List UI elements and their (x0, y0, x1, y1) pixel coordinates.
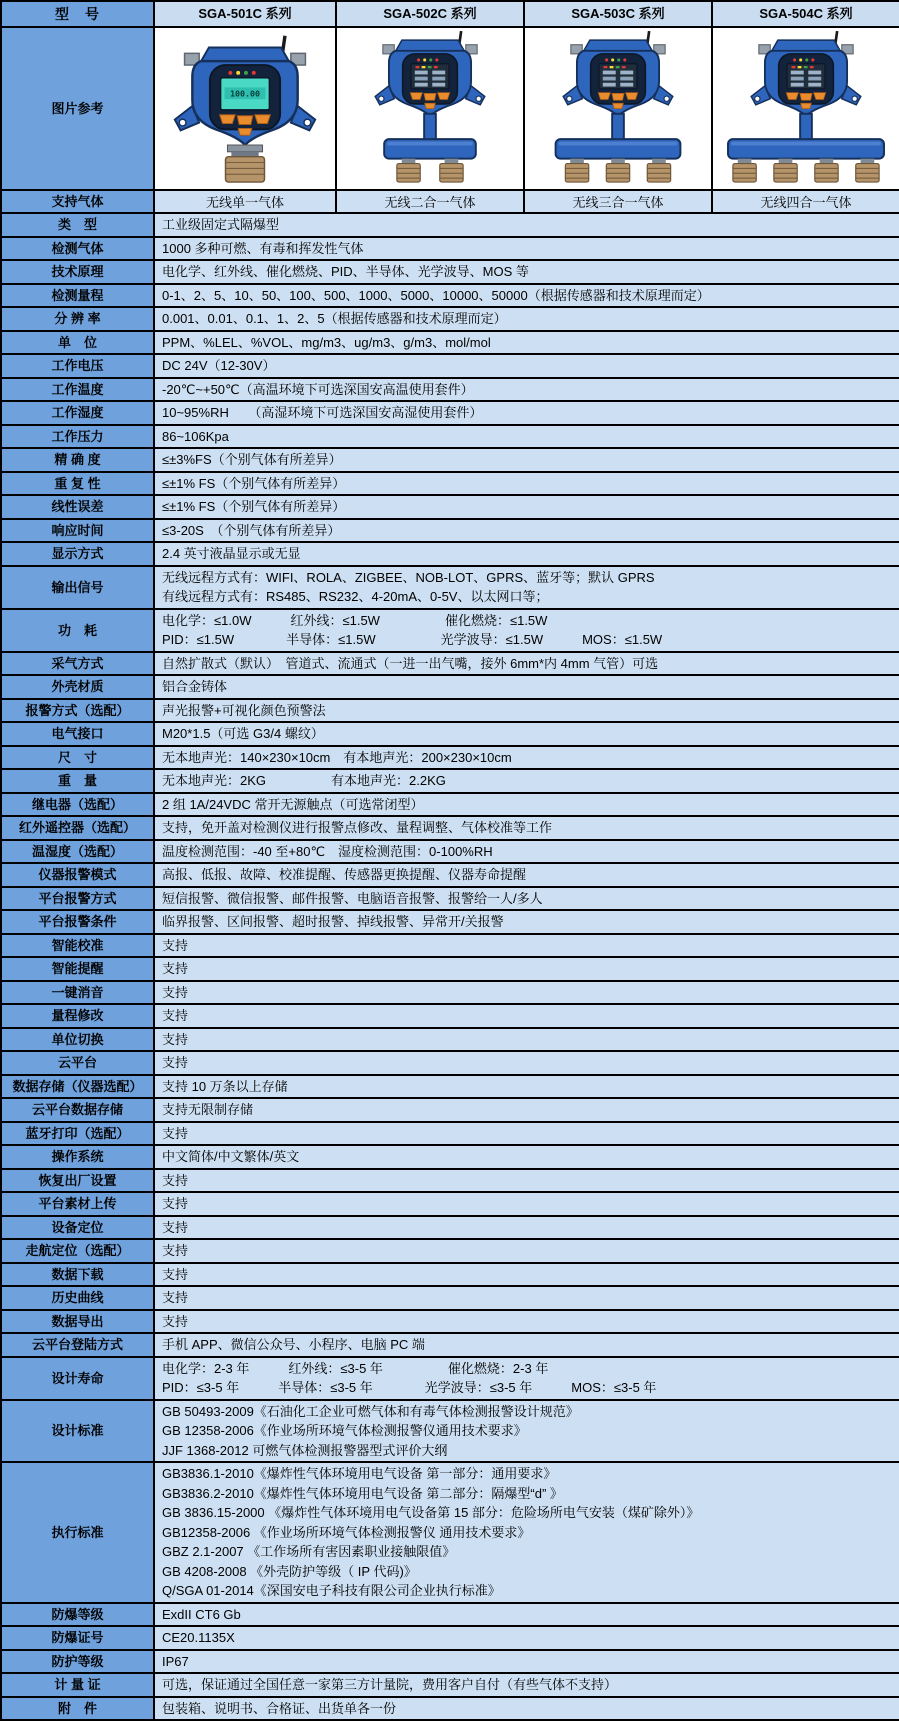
spec-label: 数据导出 (1, 1310, 154, 1334)
spec-row (1, 237, 899, 261)
spec-value-line: PID：≤1.5W 半导体：≤1.5W 光学波导：≤1.5W MOS：≤1.5W (162, 632, 663, 647)
spec-label: 附 件 (1, 1697, 154, 1721)
spec-row (1, 284, 899, 308)
spec-label: 外壳材质 (1, 675, 154, 699)
spec-value-line: 铝合金铸体 (162, 679, 228, 694)
spec-value-line: 支持 10 万条以上存储 (162, 1078, 288, 1094)
spec-value (154, 378, 899, 402)
spec-value (154, 307, 899, 331)
spec-value (154, 793, 899, 817)
spec-label: 技术原理 (1, 260, 154, 284)
spec-value-line: 支持，免开盖对检测仪进行报警点修改、量程调整、气体校准等工作 (162, 820, 553, 835)
spec-row (1, 699, 899, 723)
spec-value (154, 1145, 899, 1169)
spec-value-line: 支持 (162, 1008, 189, 1023)
spec-label: 继电器（选配） (1, 793, 154, 817)
spec-row (1, 722, 899, 746)
spec-label: 操作系统 (1, 1145, 154, 1169)
spec-row (1, 816, 899, 840)
spec-row (1, 609, 899, 652)
spec-row (1, 1098, 899, 1122)
spec-value-line: ≤±1% FS（个别气体有所差异） (162, 475, 346, 491)
spec-label: 红外遥控器（选配） (1, 816, 154, 840)
spec-value-line: 支持 (162, 1055, 189, 1070)
spec-row (1, 331, 899, 355)
spec-value (154, 816, 899, 840)
spec-value-line: 无本地声光：140×230×10cm 有本地声光：200×230×10cm (162, 749, 512, 765)
spec-row (1, 1028, 899, 1052)
spec-row (1, 1310, 899, 1334)
spec-value-line: GB 3836.15-2000 《爆炸性气体环境用电气设备第 15 部分：危险场所电气安装（煤矿除外）》 (162, 1505, 700, 1520)
spec-row (1, 1169, 899, 1193)
spec-value-line: 支持 (162, 937, 189, 953)
spec-value (154, 1357, 899, 1400)
spec-value (154, 863, 899, 887)
spec-row (1, 910, 899, 934)
spec-row (1, 863, 899, 887)
spec-label: 输出信号 (1, 566, 154, 609)
spec-value (154, 1310, 899, 1334)
spec-row (1, 957, 899, 981)
spec-value (154, 1169, 899, 1193)
product-image-sga504c (712, 27, 899, 190)
spec-row (1, 1357, 899, 1400)
spec-row (1, 401, 899, 425)
spec-label: 平台素材上传 (1, 1192, 154, 1216)
product-gas-sga501c: 无线单一气体 (154, 190, 336, 213)
spec-row (1, 1192, 899, 1216)
spec-value-line: -20℃~+50℃（高温环境下可选深国安高温使用套件） (162, 381, 474, 397)
spec-value-line: 短信报警、微信报警、邮件报警、电脑语音报警、报警给一人/多人 (162, 890, 543, 906)
svg-text:100.00: 100.00 (230, 88, 260, 99)
spec-value-line: ≤3-20S （个别气体有所差异） (162, 522, 341, 538)
spec-value-line: 电化学：2-3 年 红外线：≤3-5 年 催化燃烧：2-3 年 (162, 1360, 549, 1376)
spec-value (154, 769, 899, 793)
spec-value-line: 临界报警、区间报警、超时报警、掉线报警、异常开/关报警 (162, 914, 504, 929)
spec-value (154, 1603, 899, 1627)
gas-row (1, 190, 899, 213)
spec-value (154, 1098, 899, 1122)
spec-value-line: 支持 (162, 1313, 189, 1329)
spec-value (154, 1239, 899, 1263)
spec-value-line: 支持 (162, 1290, 189, 1305)
spec-value (154, 1263, 899, 1287)
spec-value (154, 1333, 899, 1357)
spec-value (154, 566, 899, 609)
spec-value-line: ≤±1% FS（个别气体有所差异） (162, 499, 346, 514)
spec-label: 检测量程 (1, 284, 154, 308)
spec-value-line: 支持 (162, 1219, 189, 1235)
spec-value-line: PID：≤3-5 年 半导体：≤3-5 年 光学波导：≤3-5 年 MOS：≤3-5 年 (162, 1380, 657, 1395)
spec-row (1, 378, 899, 402)
spec-row (1, 769, 899, 793)
spec-value-line: 支持 (162, 984, 189, 1000)
spec-value-line: 可选，保证通过全国任意一家第三方计量院，费用客户自付（有些气体不支持） (162, 1677, 618, 1692)
spec-label: 电气接口 (1, 722, 154, 746)
spec-value (154, 401, 899, 425)
spec-value-line: GB 50493-2009《石油化工企业可燃气体和有毒气体检测报警设计规范》 (162, 1403, 579, 1419)
spec-row (1, 1697, 899, 1721)
spec-row (1, 746, 899, 770)
spec-value-line: 1000 多种可燃、有毒和挥发性气体 (162, 240, 364, 256)
spec-value (154, 1051, 899, 1075)
spec-value-line: 电化学、红外线、催化燃烧、PID、半导体、光学波导、MOS 等 (162, 264, 529, 279)
spec-label: 报警方式（选配） (1, 699, 154, 723)
spec-value (154, 1400, 899, 1463)
spec-row (1, 652, 899, 676)
spec-value (154, 448, 899, 472)
spec-row (1, 1122, 899, 1146)
spec-label: 检测气体 (1, 237, 154, 261)
spec-value-line: 手机 APP、微信公众号、小程序、电脑 PC 端 (162, 1337, 425, 1352)
spec-row (1, 1333, 899, 1357)
spec-value-line: Q/SGA 01-2014《深国安电子科技有限公司企业执行标准》 (162, 1583, 501, 1598)
spec-row (1, 519, 899, 543)
spec-label: 云平台数据存储 (1, 1098, 154, 1122)
spec-row (1, 1004, 899, 1028)
spec-value-line: 2 组 1A/24VDC 常开无源触点（可选常闭型） (162, 796, 424, 812)
spec-row (1, 472, 899, 496)
spec-label: 精 确 度 (1, 448, 154, 472)
spec-value (154, 652, 899, 676)
spec-value (154, 675, 899, 699)
spec-label: 防爆等级 (1, 1603, 154, 1627)
spec-value-line: 支持 (162, 1172, 189, 1188)
spec-value-line: GB 4208-2008 《外壳防护等级（ IP 代码)》 (162, 1563, 417, 1579)
spec-label: 分 辨 率 (1, 307, 154, 331)
model-header-label: 型 号 (1, 1, 154, 27)
spec-label: 历史曲线 (1, 1286, 154, 1310)
spec-label: 云平台 (1, 1051, 154, 1075)
spec-value (154, 284, 899, 308)
spec-row (1, 1075, 899, 1099)
spec-value-line: 10~95%RH （高湿环境下可选深国安高湿使用套件） (162, 405, 483, 420)
spec-row (1, 887, 899, 911)
spec-value-line: 支持 (162, 1125, 189, 1141)
spec-value-line: GB12358-2006 《作业场所环境气体检测报警仪 通用技术要求》 (162, 1524, 531, 1540)
spec-label: 一键消音 (1, 981, 154, 1005)
spec-label: 恢复出厂设置 (1, 1169, 154, 1193)
spec-value (154, 981, 899, 1005)
product-series-sga501c: SGA-501C 系列 (154, 1, 336, 27)
spec-label: 蓝牙打印（选配） (1, 1122, 154, 1146)
product-gas-sga504c: 无线四合一气体 (712, 190, 899, 213)
spec-label: 执行标准 (1, 1462, 154, 1603)
spec-value-line: 支持 (162, 961, 189, 976)
spec-value-line: 2.4 英寸液晶显示或无显 (162, 546, 301, 561)
spec-value-line: 高报、低报、故障、校准提醒、传感器更换提醒、仪器寿命提醒 (162, 867, 527, 882)
spec-row (1, 1145, 899, 1169)
spec-row (1, 675, 899, 699)
spec-value (154, 1028, 899, 1052)
spec-label: 设备定位 (1, 1216, 154, 1240)
spec-value-line: 自然扩散式（默认） 管道式、流通式（一进一出气嘴，接外 6mm*内 4mm 气管）可选 (162, 655, 659, 671)
spec-value (154, 213, 899, 237)
spec-label: 工作湿度 (1, 401, 154, 425)
spec-row (1, 1263, 899, 1287)
spec-label: 数据下载 (1, 1263, 154, 1287)
spec-value-line: 支持 (162, 1196, 189, 1211)
image-row (1, 27, 899, 190)
spec-value-line: 电化学：≤1.0W 红外线：≤1.5W 催化燃烧：≤1.5W (162, 612, 548, 628)
spec-label: 智能提醒 (1, 957, 154, 981)
spec-value (154, 260, 899, 284)
spec-value (154, 354, 899, 378)
spec-value (154, 1216, 899, 1240)
spec-value-line: IP67 (162, 1653, 189, 1669)
spec-row (1, 213, 899, 237)
spec-row (1, 495, 899, 519)
spec-value-line: 有线远程方式有：RS485、RS232、4-20mA、0-5V、以太网口等； (162, 589, 549, 604)
spec-value-line: ExdII CT6 Gb (162, 1606, 241, 1622)
spec-row (1, 1286, 899, 1310)
spec-label: 响应时间 (1, 519, 154, 543)
spec-label: 单位切换 (1, 1028, 154, 1052)
spec-label: 重 复 性 (1, 472, 154, 496)
spec-value-line: DC 24V（12-30V） (162, 358, 276, 373)
spec-value (154, 1286, 899, 1310)
spec-label: 重 量 (1, 769, 154, 793)
spec-row (1, 1051, 899, 1075)
spec-value-line: 温度检测范围：-40 至+80℃ 湿度检测范围：0-100%RH (162, 843, 493, 859)
spec-value-line: GBZ 2.1-2007 《工作场所有害因素职业接触限值》 (162, 1544, 456, 1559)
spec-value-line: CE20.1135X (162, 1630, 235, 1645)
spec-value (154, 609, 899, 652)
spec-value-line: 0.001、0.01、0.1、1、2、5（根据传感器和技术原理而定） (162, 311, 507, 326)
spec-row (1, 1673, 899, 1697)
spec-row (1, 1603, 899, 1627)
spec-value-line: 支持 (162, 1243, 189, 1258)
spec-label: 工作温度 (1, 378, 154, 402)
spec-label: 平台报警方式 (1, 887, 154, 911)
spec-value (154, 699, 899, 723)
spec-value (154, 1075, 899, 1099)
spec-row (1, 307, 899, 331)
spec-value (154, 1650, 899, 1674)
spec-label: 防护等级 (1, 1650, 154, 1674)
spec-value (154, 840, 899, 864)
spec-label: 仪器报警模式 (1, 863, 154, 887)
spec-label: 智能校准 (1, 934, 154, 958)
product-series-sga504c: SGA-504C 系列 (712, 1, 899, 27)
product-gas-sga502c: 无线二合一气体 (336, 190, 524, 213)
spec-label: 显示方式 (1, 542, 154, 566)
spec-row (1, 793, 899, 817)
detector-illustration-1-probe (155, 28, 335, 184)
spec-value-line: 工业级固定式隔爆型 (162, 217, 280, 232)
spec-label: 工作电压 (1, 354, 154, 378)
spec-label: 采气方式 (1, 652, 154, 676)
spec-value-line: 中文简体/中文繁体/英文 (162, 1149, 300, 1164)
spec-row (1, 1400, 899, 1463)
spec-value (154, 237, 899, 261)
spec-value-line: 支持无限制存储 (162, 1102, 254, 1117)
spec-value (154, 519, 899, 543)
spec-value (154, 425, 899, 449)
spec-label: 功 耗 (1, 609, 154, 652)
spec-value-line: 无线远程方式有：WIFI、ROLA、ZIGBEE、NOB-LOT、GPRS、蓝牙等；默认 GPRS (162, 569, 655, 585)
spec-label: 工作压力 (1, 425, 154, 449)
spec-row (1, 1626, 899, 1650)
spec-label: 平台报警条件 (1, 910, 154, 934)
spec-value (154, 1004, 899, 1028)
spec-label: 设计寿命 (1, 1357, 154, 1400)
product-gas-sga503c: 无线三合一气体 (524, 190, 712, 213)
spec-value (154, 1462, 899, 1603)
spec-label: 计 量 证 (1, 1673, 154, 1697)
spec-label: 走航定位（选配） (1, 1239, 154, 1263)
spec-value (154, 495, 899, 519)
spec-label: 温湿度（选配） (1, 840, 154, 864)
spec-label: 设计标准 (1, 1400, 154, 1463)
spec-value (154, 542, 899, 566)
spec-value (154, 722, 899, 746)
spec-value-line: 声光报警+可视化颜色预警法 (162, 702, 326, 718)
spec-value (154, 1673, 899, 1697)
spec-label: 防爆证号 (1, 1626, 154, 1650)
spec-value-line: 支持 (162, 1031, 189, 1047)
spec-row (1, 981, 899, 1005)
spec-value-line: 86~106Kpa (162, 428, 229, 444)
spec-label: 云平台登陆方式 (1, 1333, 154, 1357)
spec-value-line: 无本地声光：2KG 有本地声光：2.2KG (162, 773, 446, 788)
spec-label: 数据存储（仪器选配） (1, 1075, 154, 1099)
image-row-label: 图片参考 (1, 27, 154, 190)
spec-value-line: GB 12358-2006《作业场所环境气体检测报警仪通用技术要求》 (162, 1423, 527, 1438)
spec-value (154, 910, 899, 934)
product-image-sga503c (524, 27, 712, 190)
gas-row-label: 支持气体 (1, 190, 154, 213)
spec-row (1, 425, 899, 449)
spec-value-line: M20*1.5（可选 G3/4 螺纹） (162, 726, 324, 741)
spec-row (1, 1650, 899, 1674)
spec-value (154, 957, 899, 981)
spec-value (154, 1122, 899, 1146)
spec-value-line: PPM、%LEL、%VOL、mg/m3、ug/m3、g/m3、mol/mol (162, 334, 491, 350)
spec-value-line: JJF 1368-2012 可燃气体检测报警器型式评价大纲 (162, 1442, 448, 1458)
spec-label: 线性误差 (1, 495, 154, 519)
spec-row (1, 448, 899, 472)
detector-illustration-4-probe (716, 28, 896, 184)
spec-row (1, 1462, 899, 1603)
spec-label: 尺 寸 (1, 746, 154, 770)
spec-value-line: ≤±3%FS（个别气体有所差异） (162, 452, 342, 467)
spec-label: 量程修改 (1, 1004, 154, 1028)
product-series-sga503c: SGA-503C 系列 (524, 1, 712, 27)
spec-row (1, 1239, 899, 1263)
spec-value-line: 包装箱、说明书、合格证、出货单各一份 (162, 1700, 397, 1716)
detector-illustration-2-probe (340, 28, 520, 184)
spec-value (154, 887, 899, 911)
spec-row (1, 354, 899, 378)
detector-illustration-3-probe (528, 28, 708, 184)
spec-row (1, 934, 899, 958)
spec-row (1, 542, 899, 566)
product-image-sga502c (336, 27, 524, 190)
spec-value (154, 472, 899, 496)
header-row (1, 1, 899, 27)
spec-row (1, 566, 899, 609)
spec-value (154, 1192, 899, 1216)
product-image-sga501c (154, 27, 336, 190)
spec-row (1, 1216, 899, 1240)
spec-value (154, 934, 899, 958)
spec-value-line: GB3836.1-2010《爆炸性气体环境用电气设备 第一部分：通用要求》 (162, 1466, 557, 1481)
product-series-sga502c: SGA-502C 系列 (336, 1, 524, 27)
spec-row (1, 840, 899, 864)
spec-value (154, 1626, 899, 1650)
spec-value (154, 1697, 899, 1721)
spec-label: 单 位 (1, 331, 154, 355)
spec-label: 类 型 (1, 213, 154, 237)
spec-row (1, 260, 899, 284)
spec-value (154, 331, 899, 355)
spec-value (154, 746, 899, 770)
spec-value-line: 支持 (162, 1266, 189, 1282)
spec-value-line: 0-1、2、5、10、50、100、500、1000、5000、10000、50000（根据传感器和技术原理而定） (162, 287, 710, 303)
spec-value-line: GB3836.2-2010《爆炸性气体环境用电气设备 第二部分：隔爆型“d” 》 (162, 1485, 563, 1501)
